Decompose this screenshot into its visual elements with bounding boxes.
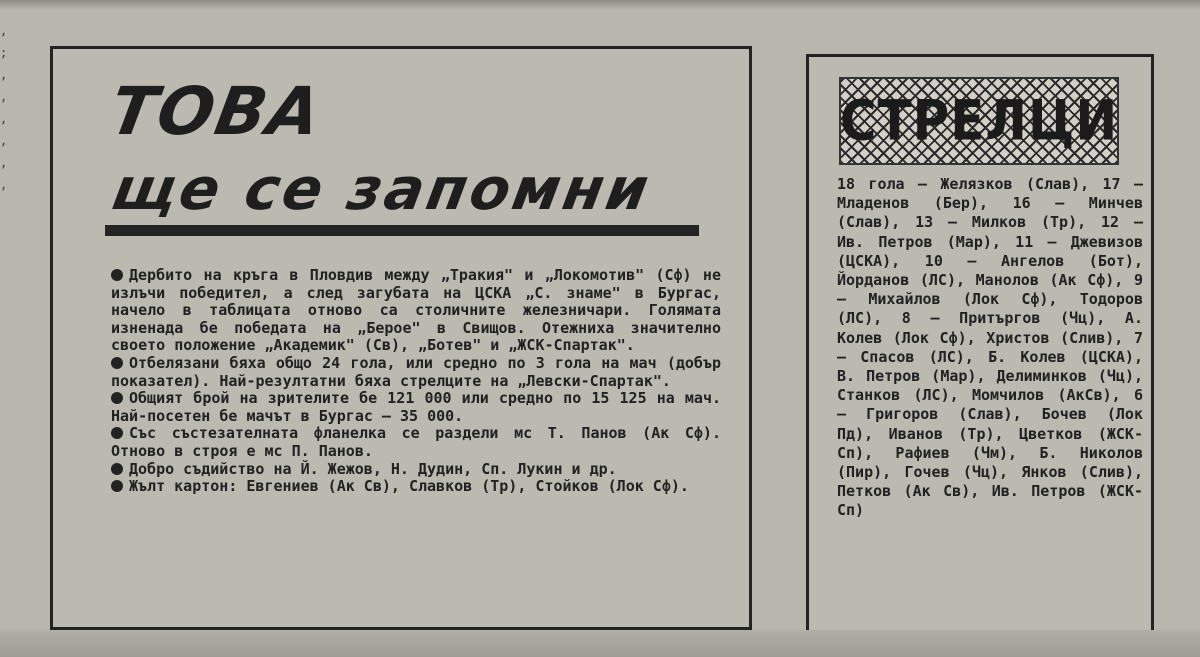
previous-article-edge (0, 0, 1200, 10)
article-paragraph (111, 425, 721, 460)
bullet-icon (111, 269, 123, 281)
bullet-icon (111, 463, 123, 475)
article-paragraph (111, 390, 721, 425)
article-paragraph (111, 461, 721, 479)
paragraph-text: Отбелязани бяха общо 24 гола, или средно по 3 гола на мач (добър показател). Най-резултатни бяха стрелците на „Левски-Спартак". (111, 353, 721, 390)
scorers-title: СТРЕЛЦИ (839, 89, 1119, 153)
paragraph-text: Добро съдийство на Й. Жежов, Н. Дудин, Сп. Лукин и др. (129, 459, 617, 478)
bullet-icon (111, 392, 123, 404)
article-paragraph (111, 478, 721, 496)
scorers-list: 18 гола — Желязков (Слав), 17 — Младенов (Бер), 16 — Минчев (Слав), 13 — Милков (Тр), 12 — Ив. Петров (Мар), 11 — Джевизов (ЦСКА), 10 — Ангелов (Бот), Йорданов (ЛС), Манолов (Ак Сф), 9 — Михайлов (Лок Сф), Тодоров (ЛС), 8 — Притъргов (Чц), А. Колев (Лок Сф), Христов (Слив), 7 — Спасов (ЛС), Б. Колев (ЦСКА), В. Петров (Мар), Делиминков (Чц), Станков (ЛС), Момчилов (АкСв), 6 — Григоров (Слав), Бочев (Лок Пд), Иванов (Тр), Цветков (ЖСК-Сп), Рафиев (Чм), Б. Николов (Пир), Гочев (Чц), Янков (Слив), Петков (Ак Св), Ив. Петров (ЖСК-Сп) (837, 175, 1143, 520)
headline-line-2: ще се запомни (107, 155, 657, 223)
paragraph-text: Жълт картон: Евгениев (Ак Св), Славков (Тр), Стойков (Лок Сф). (129, 477, 689, 496)
paragraph-text: Общият брой на зрителите бе 121 000 или средно по 15 125 на мач. Най-посетен бе мачът в Бургас — 35 000. (111, 389, 721, 425)
scorers-title-banner (839, 77, 1119, 165)
headline-rule (105, 225, 699, 236)
bullet-icon (111, 427, 123, 439)
paragraph-text: Дербито на кръга в Пловдив между „Тракия" и „Локомотив" (Сф) не излъчи победител, а след загубата на ЦСКА „С. знаме" в Бургас, начело в таблицата отново са столичните железничари. Голямата изненада бе победата на „Берое" в Свищов. Отежниха значително своето положение „Академик" (Св), „Ботев" и „ЖСК-Спартак". (111, 266, 721, 355)
article-body (111, 267, 721, 496)
scorers-box (806, 54, 1154, 642)
left-margin-marks: , ; , , , , , , (0, 24, 8, 192)
headline-line-1: ТОВА (104, 73, 329, 150)
bullet-icon (111, 480, 123, 492)
page-bottom-edge (0, 630, 1200, 657)
paragraph-text: Със състезателната фланелка се раздели мс Т. Панов (Ак Сф). Отново в строя е мс П. Панов. (111, 424, 721, 460)
article-box (50, 46, 752, 630)
article-paragraph (111, 267, 721, 355)
article-paragraph (111, 355, 721, 390)
bullet-icon (111, 357, 123, 369)
